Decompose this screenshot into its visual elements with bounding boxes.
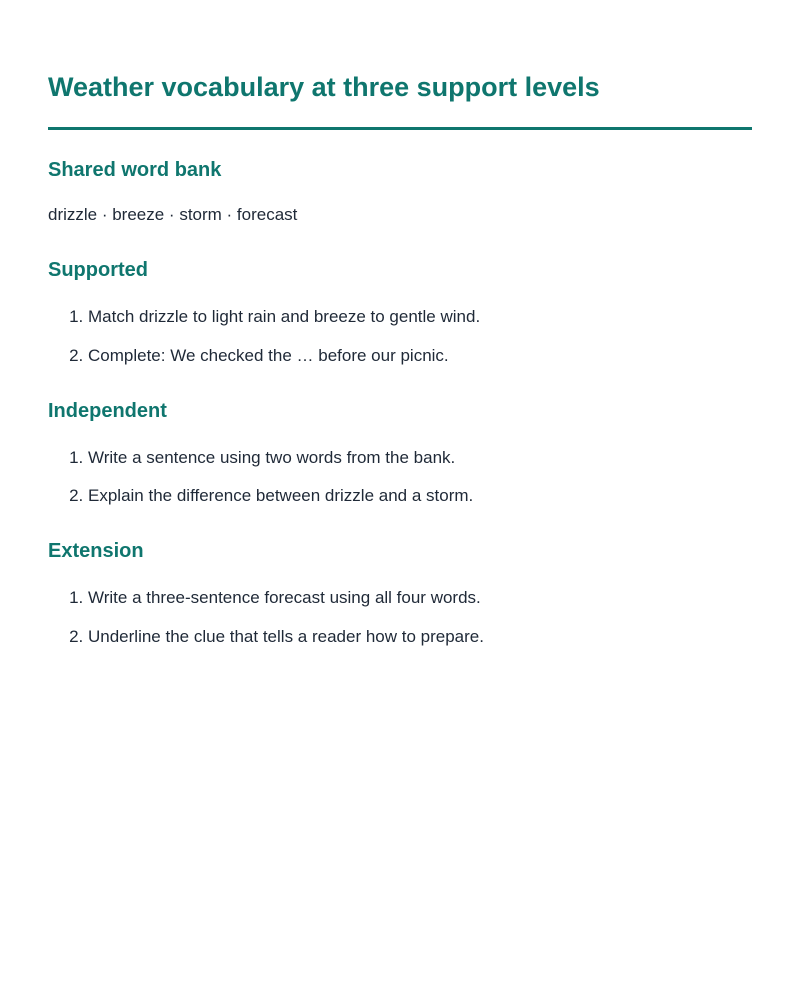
independent-heading: Independent (48, 399, 167, 422)
independent-task-2: 2. Explain the difference between drizzle and a storm. (88, 485, 752, 507)
independent-task-list (48, 447, 752, 508)
page-title: Weather vocabulary at three support levels (48, 72, 600, 102)
supported-task-list (48, 306, 752, 367)
extension-task-1: 1. Write a three-sentence forecast using all four words. (88, 587, 752, 609)
extension-task-list (48, 587, 752, 648)
word-bank-list: drizzle · breeze · storm · forecast (48, 205, 298, 224)
independent-task-1: 1. Write a sentence using two words from the bank. (88, 447, 752, 469)
extension-task-2: 2. Underline the clue that tells a reader how to prepare. (88, 626, 752, 648)
supported-task-1: 1. Match drizzle to light rain and breeze to gentle wind. (88, 306, 752, 328)
supported-heading: Supported (48, 259, 148, 281)
word-bank-heading: Shared word bank (48, 159, 222, 181)
extension-heading: Extension (48, 540, 144, 562)
supported-task-2: 2. Complete: We checked the … before our picnic. (88, 345, 752, 367)
title-divider (48, 127, 752, 130)
